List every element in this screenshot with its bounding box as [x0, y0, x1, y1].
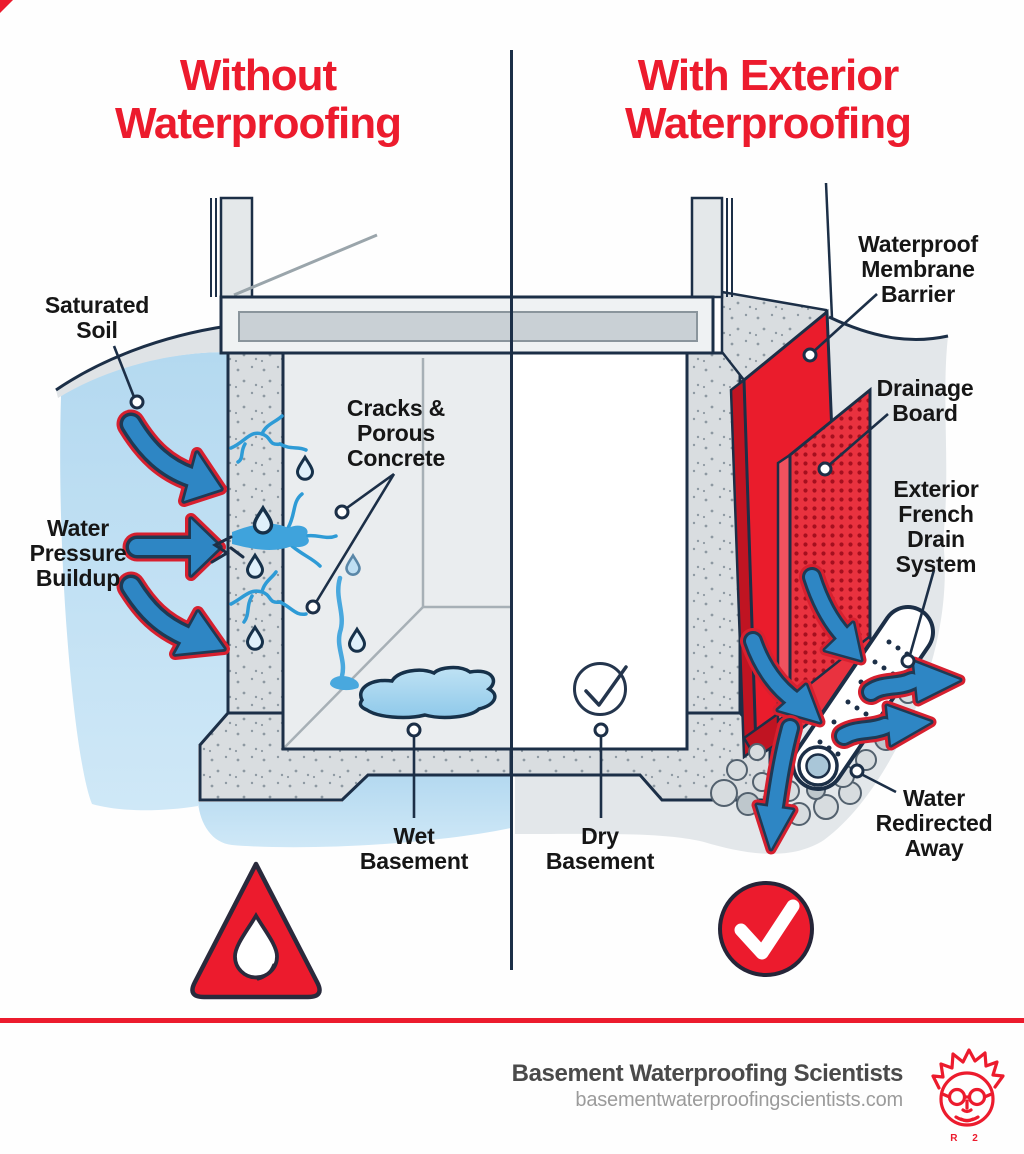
check-circle-icon [720, 883, 812, 975]
company-name: Basement Waterproofing Scientists [511, 1060, 903, 1087]
company-website: basementwaterproofingscientists.com [575, 1089, 903, 1111]
left-title-line: Without [179, 51, 337, 100]
sill-beam-inner [239, 312, 697, 341]
right-title-line: Waterproofing [625, 99, 911, 148]
label-dry-basement: Dry Basement [545, 823, 655, 874]
left-title-line: Waterproofing [115, 99, 401, 148]
left-title [115, 52, 401, 148]
einstein-scientist-icon [925, 1042, 1009, 1146]
label-water-redirected: Water Redirected Away [875, 785, 993, 861]
right-title [625, 52, 911, 148]
warning-triangle-water-drop-icon [192, 864, 319, 997]
label-water-pressure: Water Pressure Buildup [29, 515, 127, 591]
label-cracks: Cracks & Porous Concrete [346, 395, 446, 471]
left-wall-stud [221, 198, 252, 297]
label-drainage-board: Drainage Board [876, 375, 974, 426]
label-french-drain: Exterior French Drain System [893, 476, 979, 577]
right-title-line: With Exterior [637, 51, 899, 100]
label-wet-basement: Wet Basement [359, 823, 469, 874]
corner-artifact [0, 0, 13, 13]
footer-brand [512, 1060, 903, 1112]
label-saturated-soil: Saturated Soil [44, 292, 150, 343]
logo-caption: R 2 [950, 1133, 984, 1144]
right-wall-stud [692, 198, 722, 297]
check-circle-outline-icon [575, 664, 627, 715]
footer-divider-rule [0, 1018, 1024, 1023]
label-membrane: Waterproof Membrane Barrier [858, 231, 978, 307]
